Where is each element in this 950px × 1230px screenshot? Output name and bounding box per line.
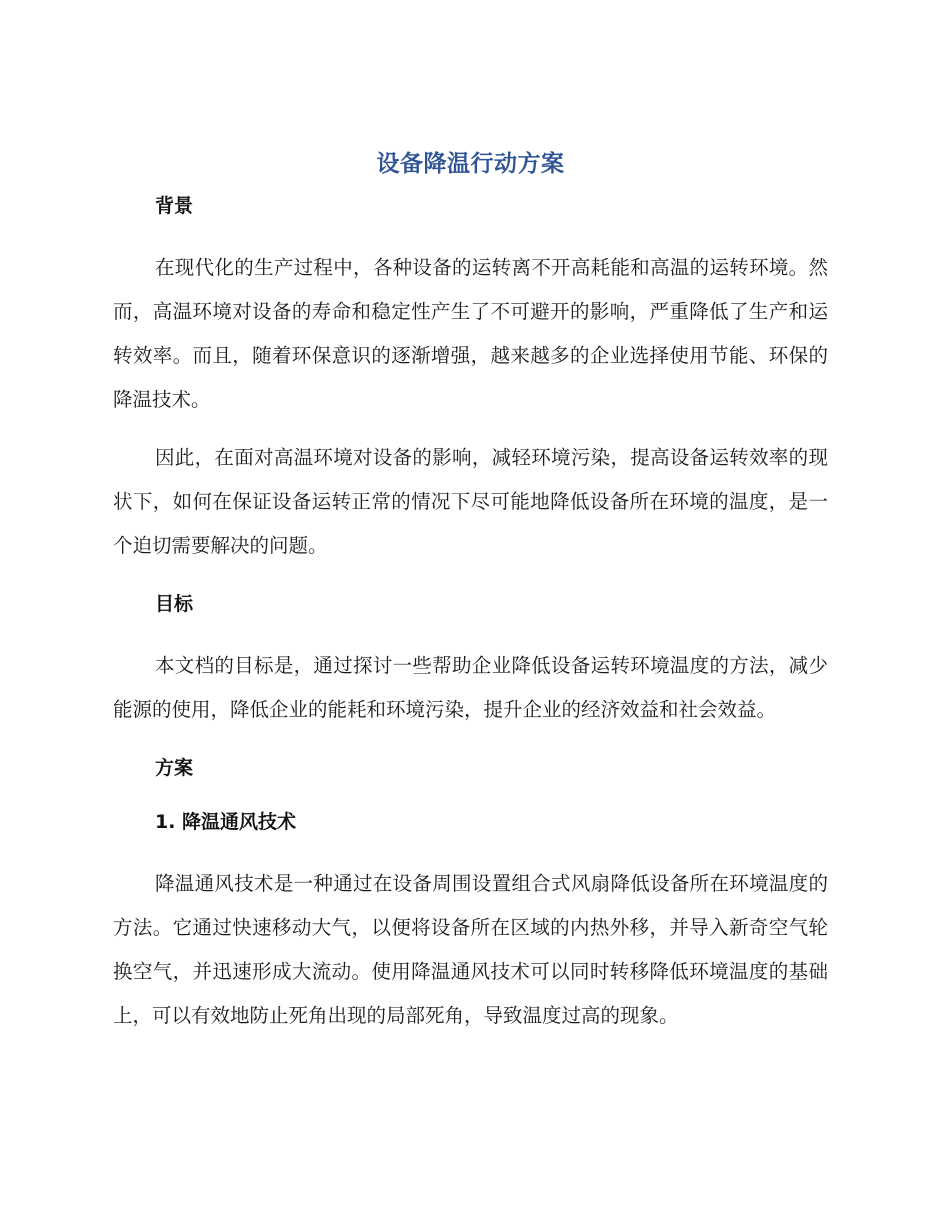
section-heading-goal: 目标: [155, 593, 194, 615]
section-heading-background: 背景: [155, 195, 194, 217]
subsection-heading-ventilation: 1. 降温通风技术: [155, 811, 297, 833]
spacer: [113, 618, 828, 644]
section-heading-plan: 方案: [155, 757, 194, 779]
paragraph-goal-1: 本文档的目标是，通过探讨一些帮助企业降低设备运转环境温度的方法，减少能源的使用，降低企业的能耗和环境污染，提升企业的经济效益和社会效益。: [113, 654, 828, 721]
paragraph-background-2: 因此，在面对高温环境对设备的影响，减轻环境污染，提高设备运转效率的现状下，如何在保证设备运转正常的情况下尽可能地降低设备所在环境的温度，是一个迫切需要解决的问题。: [113, 446, 828, 557]
spacer: [113, 568, 828, 590]
spacer: [113, 836, 828, 862]
spacer: [113, 732, 828, 754]
page-title: 设备降温行动方案: [376, 151, 565, 177]
spacer: [113, 782, 828, 808]
spacer: [113, 220, 828, 246]
paragraph-ventilation-1: 降温通风技术是一种通过在设备周围设置组合式风扇降低设备所在环境温度的方法。它通过快速移动大气，以便将设备所在区域的内热外移，并导入新奇空气轮换空气，并迅速形成大流动。使用降温通风技术可以同时转移降低环境温度的基础上，可以有效地防止死角出现的局部死角，导致温度过高的现象。: [113, 872, 828, 1027]
spacer: [113, 422, 828, 436]
paragraph-background-1: 在现代化的生产过程中，各种设备的运转离不开高耗能和高温的运转环境。然而，高温环境对设备的寿命和稳定性产生了不可避开的影响，严重降低了生产和运转效率。而且，随着环保意识的逐渐增强，越来越多的企业选择使用节能、环保的降温技术。: [113, 256, 828, 411]
